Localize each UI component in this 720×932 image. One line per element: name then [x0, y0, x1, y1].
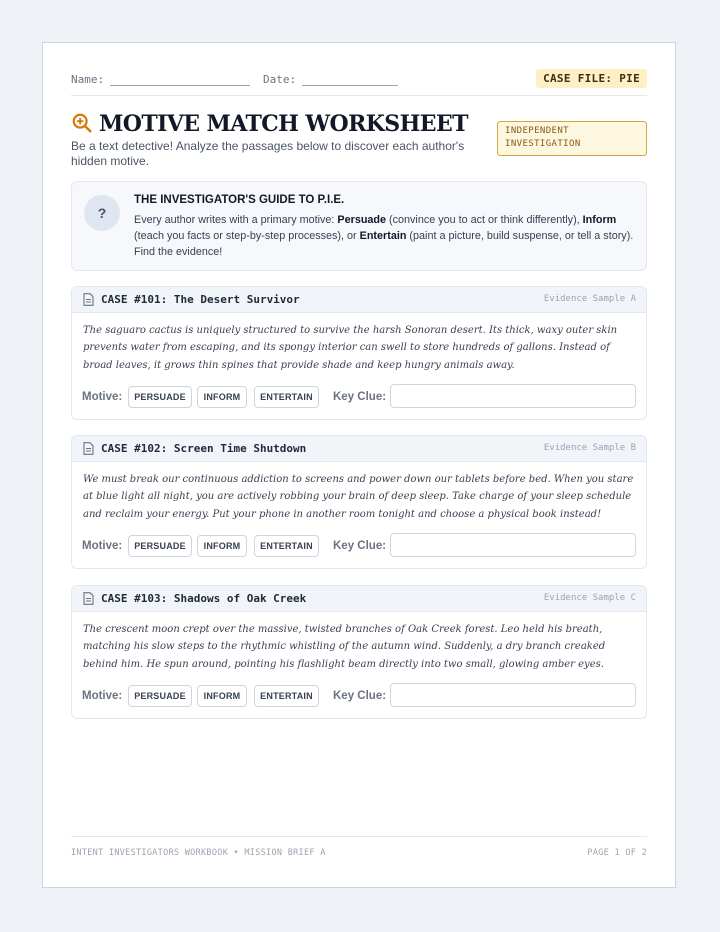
name-label: Name: [71, 73, 105, 86]
page-subtitle: Be a text detective! Analyze the passages below to discover each author's hidden motive. [71, 139, 465, 168]
investigation-stamp [497, 121, 647, 156]
entertain-term: Entertain [359, 230, 407, 242]
date-field[interactable] [263, 73, 398, 86]
persuade-term: Persuade [337, 214, 387, 226]
evidence-sample-label: Evidence Sample A [543, 294, 636, 304]
persuade-desc: (convince you to act or think differently), [386, 214, 583, 226]
case-header [72, 586, 646, 612]
date-label: Date: [263, 73, 297, 86]
inform-button[interactable]: INFORM [197, 685, 247, 707]
guide-title: THE INVESTIGATOR'S GUIDE TO P.I.E. [134, 194, 345, 206]
motive-label: Motive: [82, 391, 123, 403]
inform-button[interactable]: INFORM [197, 535, 247, 557]
case-passage: The saguaro cactus is uniquely structured to survive the harsh Sonoran desert. Its thick, waxy outer skin prevents water from escaping, and its spongy interior can swell to store hundreds of gallons. Instead of broad leaves, it grows thin spines that provide shade and keep hungry animals away. [83, 325, 618, 371]
magnifier-plus-icon [71, 112, 93, 134]
case-card [71, 286, 647, 420]
case-card [71, 585, 647, 719]
motive-label: Motive: [82, 690, 123, 702]
key-clue-input[interactable] [390, 384, 636, 408]
inform-button[interactable]: INFORM [197, 386, 247, 408]
case-title: CASE #102: Screen Time Shutdown [101, 442, 307, 455]
worksheet-page [42, 42, 676, 888]
page-number: PAGE 1 OF 2 [587, 848, 647, 858]
name-line[interactable] [110, 74, 250, 86]
key-clue-input[interactable] [390, 683, 636, 707]
persuade-button[interactable]: PERSUADE [128, 685, 192, 707]
case-file-badge: CASE FILE: PIE [536, 69, 647, 88]
inform-term: Inform [582, 214, 617, 226]
question-icon: ? [84, 195, 120, 231]
name-field[interactable] [71, 73, 250, 86]
evidence-sample-label: Evidence Sample C [543, 593, 636, 603]
motive-label: Motive: [82, 540, 123, 552]
case-card [71, 435, 647, 569]
case-title: CASE #103: Shadows of Oak Creek [101, 592, 307, 605]
case-header [72, 287, 646, 313]
case-passage: We must break our continuous addiction to screens and power down our tablets before bed. When you stare at blue light all night, you are actively robbing your brain of deep sleep. Take charge of your sleep schedule and reclaim your energy. Put your phone in another room tonight and choose a physical book instead! [83, 474, 634, 520]
case-header [72, 436, 646, 462]
case-title: CASE #101: The Desert Survivor [101, 293, 300, 306]
key-clue-label: Key Clue: [333, 690, 387, 702]
document-icon [83, 293, 94, 306]
worksheet-header [71, 67, 647, 96]
document-icon [83, 442, 94, 455]
guide-text [134, 212, 634, 260]
evidence-sample-label: Evidence Sample B [543, 443, 636, 453]
date-line[interactable] [302, 74, 398, 86]
entertain-button[interactable]: ENTERTAIN [254, 386, 319, 408]
persuade-button[interactable]: PERSUADE [128, 535, 192, 557]
entertain-button[interactable]: ENTERTAIN [254, 535, 319, 557]
key-clue-label: Key Clue: [333, 391, 387, 403]
persuade-button[interactable]: PERSUADE [128, 386, 192, 408]
page-title: MOTIVE MATCH WORKSHEET [99, 111, 468, 137]
guide-intro: Every author writes with a primary motive: [134, 214, 338, 226]
key-clue-label: Key Clue: [333, 540, 387, 552]
inform-desc: (teach you facts or step-by-step processes), or [134, 230, 360, 242]
footer-workbook-label: INTENT INVESTIGATORS WORKBOOK • MISSION BRIEF A [71, 848, 326, 858]
page-footer [71, 836, 647, 867]
investigator-guide [71, 181, 647, 271]
stamp-line-1: INDEPENDENT [505, 126, 570, 136]
document-icon [83, 592, 94, 605]
entertain-button[interactable]: ENTERTAIN [254, 685, 319, 707]
key-clue-input[interactable] [390, 533, 636, 557]
entertain-desc: (paint a picture, build suspense, or tell a story). Find the evidence! [134, 230, 634, 258]
stamp-line-2: INVESTIGATION [505, 139, 581, 149]
case-passage: The crescent moon crept over the massive, twisted branches of Oak Creek forest. Leo held his breath, matching his slow steps to the rhythmic whistling of the autumn wind. Suddenly, a dry branch creaked behind him. He spun around, pointing his flashlight beam directly into two small, glowing amber eyes. [83, 624, 606, 670]
